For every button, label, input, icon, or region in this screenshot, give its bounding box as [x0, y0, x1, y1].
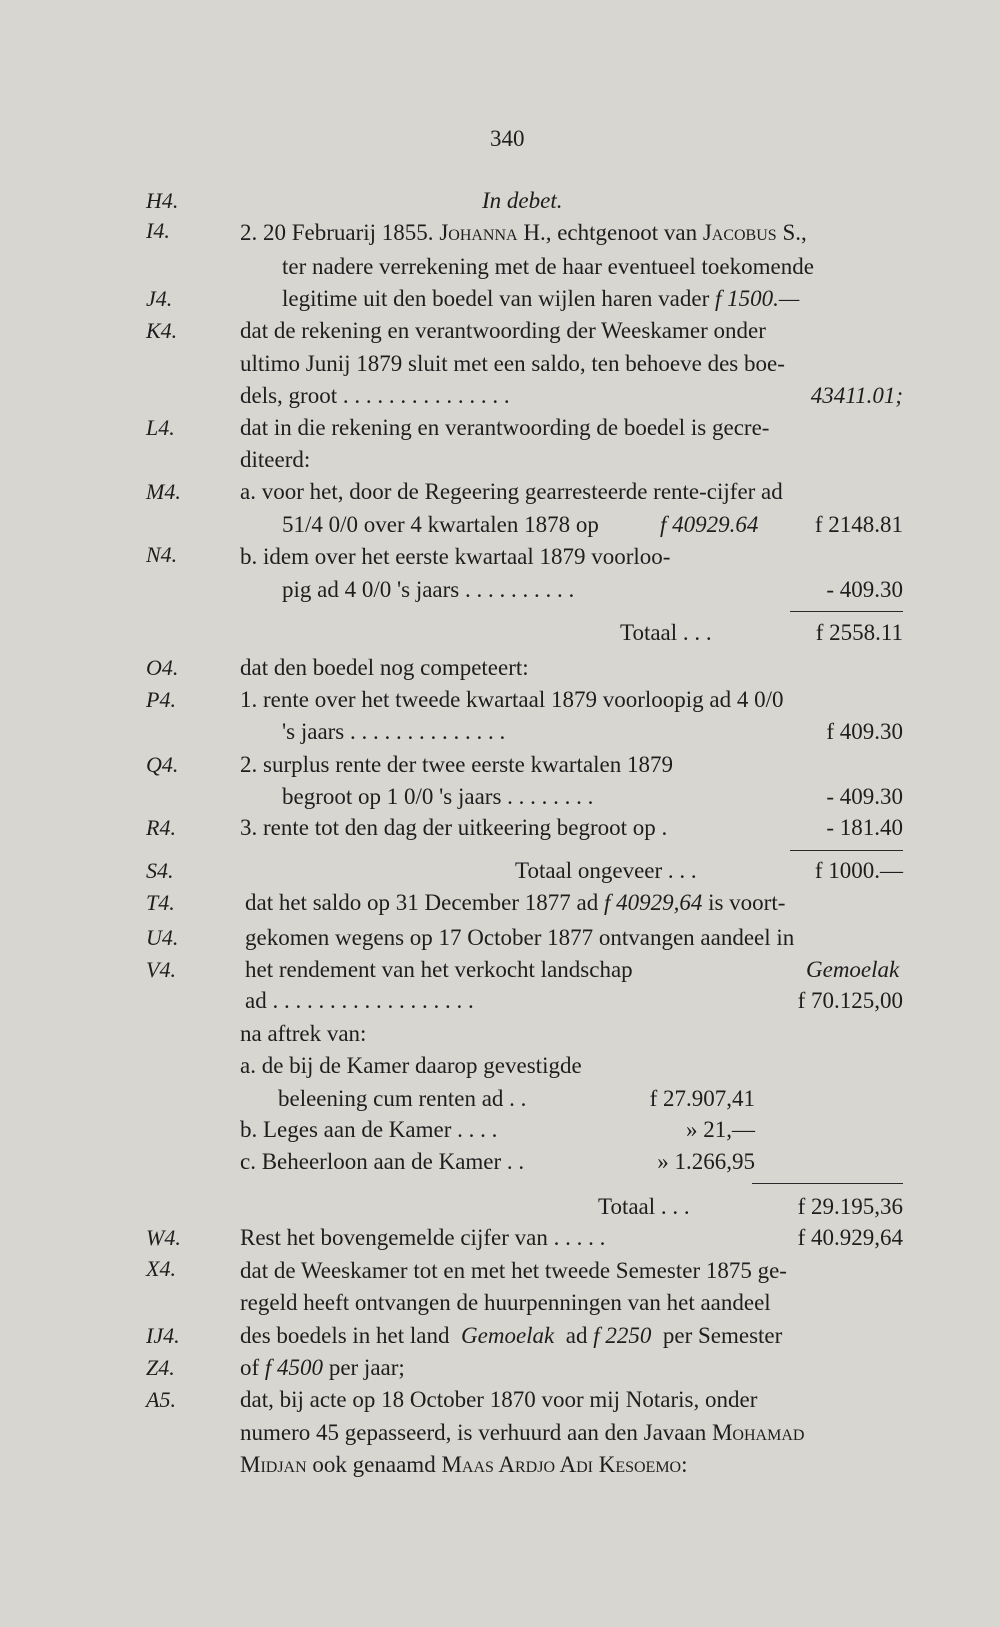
margin-letter-T: T4.	[146, 890, 175, 915]
m-line2: 51/4 0/0 over 4 kwartalen 1878 op	[282, 512, 599, 537]
sum-rule-1	[790, 611, 903, 612]
section-heading: In debet.	[482, 188, 563, 213]
a5-line3: Midjan ook genaamd Maas Ardjo Adi Kesoemo:	[240, 1452, 688, 1477]
page-number: 340	[490, 126, 525, 151]
m-line1: a. voor het, door de Regeering gearresteerde rente-cijfer ad	[240, 479, 783, 504]
t-line3: het rendement van het verkocht landschap	[245, 957, 633, 982]
margin-letter-J: J4.	[146, 286, 173, 311]
item2-line2: ter nadere verrekening met de haar eventueel toekomende	[282, 254, 814, 279]
x-line4: of f 4500 per jaar;	[240, 1355, 405, 1380]
l-line2: diteerd:	[240, 447, 311, 472]
deduction-b-amount: » 21,—	[686, 1117, 755, 1142]
deduction-c-amount: » 1.266,95	[657, 1149, 755, 1174]
item2-line1: 2. 20 Februarij 1855. Johanna H., echtgenoot van Jacobus S.,	[240, 220, 807, 245]
margin-letter-W: W4.	[146, 1225, 181, 1250]
t-amount: f 70.125,00	[797, 988, 903, 1013]
margin-letter-Z: Z4.	[146, 1355, 175, 1380]
t-line5: na aftrek van:	[240, 1021, 367, 1046]
m-ref-amount: f 40929.64	[660, 512, 759, 537]
m-amount: f 2148.81	[814, 512, 903, 537]
margin-letter-IJ: IJ4.	[146, 1323, 180, 1348]
total1-label: Totaal . . .	[620, 620, 712, 645]
t-line4: ad . . . . . . . . . . . . . . . . . .	[245, 988, 474, 1013]
t-line1: dat het saldo op 31 December 1877 ad f 40929,64 is voort-	[245, 890, 786, 915]
x-line1: dat de Weeskamer tot en met het tweede Semester 1875 ge-	[240, 1258, 787, 1283]
sum-rule-2	[790, 850, 903, 851]
p-line1: 1. rente over het tweede kwartaal 1879 voorloopig ad 4 0/0	[240, 687, 784, 712]
margin-letter-N: N4.	[146, 542, 178, 567]
k-line1: dat de rekening en verantwoording der Weeskamer onder	[240, 318, 766, 343]
margin-letter-S: S4.	[146, 858, 174, 883]
q-line1: 2. surplus rente der twee eerste kwartalen 1879	[240, 752, 674, 777]
t-line2: gekomen wegens op 17 October 1877 ontvangen aandeel in	[245, 925, 795, 950]
item2-line3: legitime uit den boedel van wijlen haren vader f 1500.—	[282, 286, 800, 311]
r-amount: - 181.40	[826, 815, 903, 840]
margin-letter-K: K4.	[146, 318, 178, 343]
margin-letter-A: A5.	[146, 1387, 176, 1412]
deduction-a-line1: a. de bij de Kamer daarop gevestigde	[240, 1053, 582, 1078]
t-place: Gemoelak	[806, 957, 900, 982]
k-line2: ultimo Junij 1879 sluit met een saldo, ten behoeve des boe-	[240, 351, 785, 376]
a5-line2: numero 45 gepasseerd, is verhuurd aan den Javaan Mohamad	[240, 1420, 805, 1445]
deduction-c-line: c. Beheerloon aan de Kamer . .	[240, 1149, 525, 1174]
margin-letter-O: O4.	[146, 655, 179, 680]
w-amount: f 40.929,64	[797, 1225, 903, 1250]
p-line2: 's jaars . . . . . . . . . . . . . .	[282, 719, 506, 744]
margin-letter-M: M4.	[146, 479, 181, 504]
total3-label: Totaal . . .	[598, 1194, 690, 1219]
margin-letter-Q: Q4.	[146, 752, 179, 777]
deduction-a-amount: f 27.907,41	[649, 1086, 755, 1111]
margin-letter-U: U4.	[146, 925, 179, 950]
q-amount: - 409.30	[826, 784, 903, 809]
a5-line1: dat, bij acte op 18 October 1870 voor mij Notaris, onder	[240, 1387, 758, 1412]
margin-letter-V: V4.	[146, 957, 176, 982]
margin-letter-R: R4.	[146, 815, 176, 840]
k-amount: 43411.01;	[810, 383, 903, 408]
margin-letter-P: P4.	[146, 687, 176, 712]
margin-letter-I: I4.	[146, 218, 170, 243]
o-line1: dat den boedel nog competeert:	[240, 655, 529, 680]
q-line2: begroot op 1 0/0 's jaars . . . . . . . .	[282, 784, 594, 809]
margin-letter-L: L4.	[146, 415, 175, 440]
total1-amount: f 2558.11	[815, 620, 903, 645]
total2-amount: f 1000.—	[814, 858, 903, 883]
k-line3: dels, groot . . . . . . . . . . . . . . .	[240, 383, 510, 408]
n-line1: b. idem over het eerste kwartaal 1879 voorloo-	[240, 544, 671, 569]
margin-letter-H: H4.	[146, 188, 179, 213]
n-line2: pig ad 4 0/0 's jaars . . . . . . . . . .	[282, 577, 575, 602]
deduction-b-line: b. Leges aan de Kamer . . . .	[240, 1117, 498, 1142]
x-line3: des boedels in het land Gemoelak ad f 2250 per Semester	[240, 1323, 783, 1348]
l-line1: dat in die rekening en verantwoording de boedel is gecre-	[240, 415, 770, 440]
total2-label: Totaal ongeveer . . .	[515, 858, 697, 883]
sum-rule-3	[752, 1183, 903, 1184]
x-line2: regeld heeft ontvangen de huurpenningen van het aandeel	[240, 1290, 771, 1315]
deduction-a-line2: beleening cum renten ad . .	[278, 1086, 527, 1111]
r-line1: 3. rente tot den dag der uitkeering begroot op .	[240, 815, 668, 840]
n-amount: - 409.30	[826, 577, 903, 602]
margin-letter-X: X4.	[146, 1256, 176, 1281]
p-amount: f 409.30	[826, 719, 903, 744]
w-line1: Rest het bovengemelde cijfer van . . . . .	[240, 1225, 606, 1250]
total3-amount: f 29.195,36	[797, 1194, 903, 1219]
